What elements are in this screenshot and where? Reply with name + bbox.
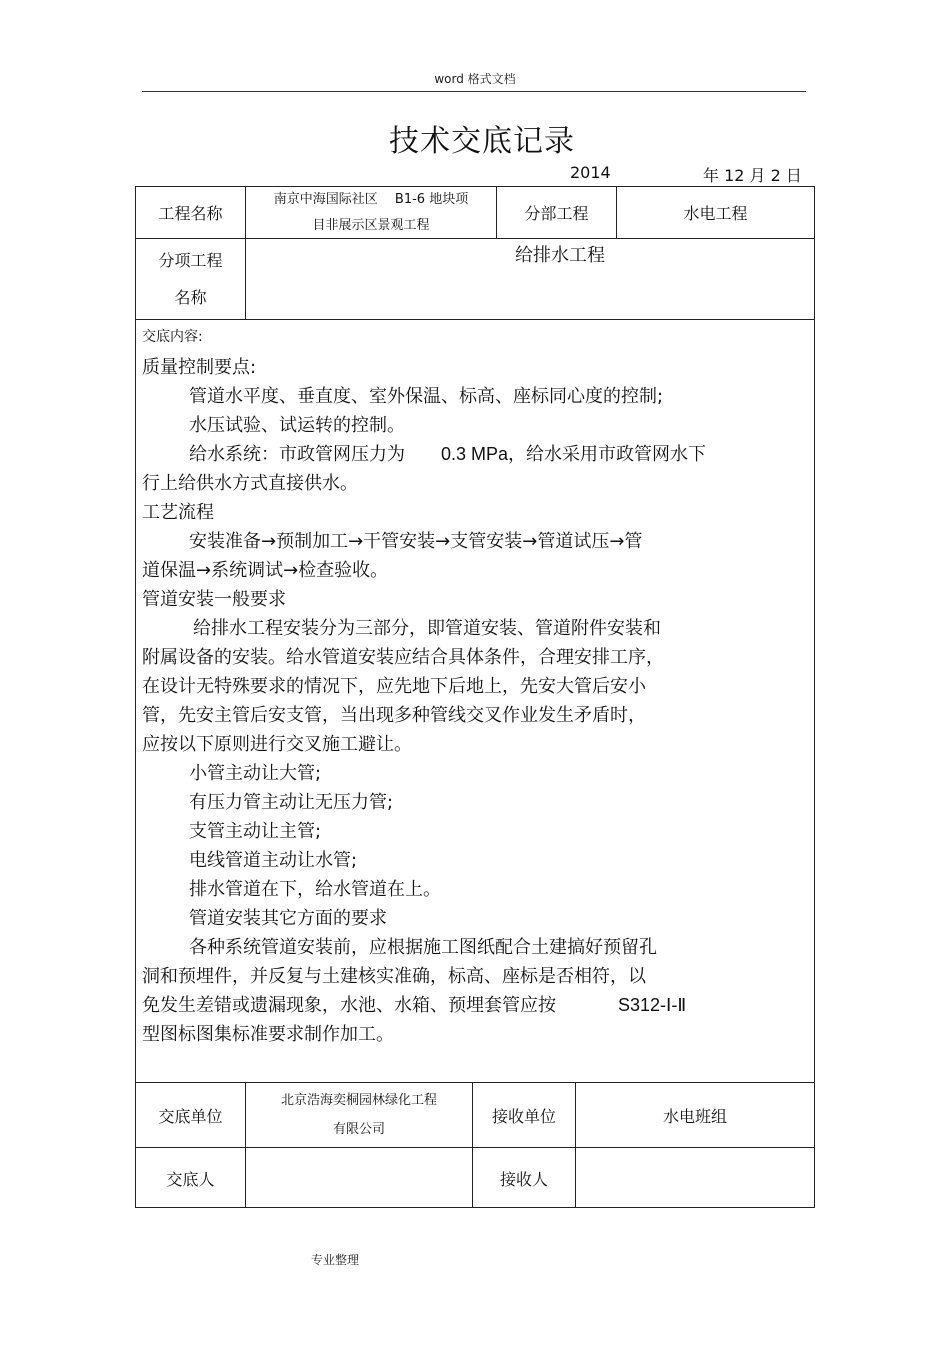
receiver-unit-label: 接收单位 <box>491 1106 556 1126</box>
receiver-value <box>576 1148 814 1208</box>
discloser-unit-line1: 北京浩海奕桐园林绿化工程 <box>280 1093 437 1108</box>
paragraph: 型图标图集标准要求制作加工。 <box>142 1024 394 1045</box>
supply-text-b: ，给水采用市政管网水下 <box>508 444 707 465</box>
paragraph: 在设计无特殊要求的情况下，应先地下后地上，先安大管后安小 <box>142 676 646 697</box>
other-text-a: 免发生差错或遗漏现象，水池、水箱、预埋套管应按 <box>142 995 556 1016</box>
other-heading: 管道安装其它方面的要求 <box>189 908 387 929</box>
discloser-value <box>246 1148 472 1208</box>
project-name-line2: 目非展示区景观工程 <box>312 217 430 233</box>
rule-item: 小管主动让大管; <box>189 763 322 784</box>
project-name-label: 工程名称 <box>158 204 223 223</box>
receiver-unit-value: 水电班组 <box>662 1106 727 1126</box>
page-footer: 专业整理 <box>311 1253 360 1267</box>
atlas-code: S312-Ⅰ-Ⅱ <box>618 995 687 1015</box>
item-name-value: 给排水工程 <box>515 245 605 266</box>
paragraph: 附属设备的安装。给水管道安装应结合具体条件，合理安排工序， <box>142 647 664 668</box>
project-name-line1: 南京中海国际社区 B1-6 地块项 <box>273 191 469 207</box>
paragraph: 各种系统管道安装前，应根据施工图纸配合土建搞好预留孔 <box>189 937 657 958</box>
page-header: word 格式文档 <box>434 72 516 86</box>
rule-item: 有压力管主动让无压力管; <box>189 792 394 813</box>
paragraph <box>142 440 807 469</box>
discloser-unit-label: 交底单位 <box>158 1106 223 1126</box>
rule-item: 电线管道主动让水管; <box>189 850 358 871</box>
discloser-unit-line2: 有限公司 <box>332 1122 385 1137</box>
discloser-label: 交底人 <box>166 1169 215 1189</box>
item-label-line1: 分项工程 <box>158 251 223 270</box>
rule-item: 排水管道在下，给水管道在上。 <box>189 879 441 900</box>
paragraph: 安装准备→预制加工→干管安装→支管安装→管道试压→管 <box>189 531 643 552</box>
quality-heading: 质量控制要点: <box>142 357 257 378</box>
disclosure-content <box>142 326 807 1049</box>
receiver-label: 接收人 <box>499 1169 548 1189</box>
item-name-label <box>136 239 245 319</box>
rule-item: 支管主动让主管; <box>189 821 322 842</box>
table-rule <box>136 319 814 320</box>
process-heading: 工艺流程 <box>142 502 214 523</box>
pressure-value: 0.3 MPa <box>441 444 509 464</box>
paragraph: 洞和预埋件，并反复与土建核实准确，标高、座标是否相符，以 <box>142 966 646 987</box>
paragraph: 道保温→系统调试→检查验收。 <box>142 560 389 581</box>
paragraph: 给排水工程安装分为三部分，即管道安装、管道附件安装和 <box>193 618 661 639</box>
date-month-day: 年 12 月 2 日 <box>703 166 802 185</box>
item-label-line2: 名称 <box>174 288 207 307</box>
header-divider <box>142 91 806 92</box>
paragraph: 管道水平度、垂直度、室外保温、标高、座标同心度的控制; <box>189 386 664 407</box>
paragraph <box>142 991 807 1020</box>
sub-project-value: 水电工程 <box>683 204 748 223</box>
paragraph: 行上给供水方式直接供水。 <box>142 473 358 494</box>
sub-project-label: 分部工程 <box>524 204 589 223</box>
project-name-value <box>246 187 496 238</box>
paragraph: 应按以下原则进行交叉施工避让。 <box>142 734 412 755</box>
discloser-unit-value <box>246 1083 472 1147</box>
paragraph: 水压试验、试运转的控制。 <box>189 415 405 436</box>
document-title: 技术交底记录 <box>389 124 575 159</box>
date-year: 2014 <box>570 163 611 182</box>
paragraph: 管，先安主管后安支管，当出现多种管线交叉作业发生矛盾时， <box>142 705 646 726</box>
content-label: 交底内容: <box>142 329 203 345</box>
general-heading: 管道安装一般要求 <box>142 589 286 610</box>
supply-text-a: 给水系统：市政管网压力为 <box>189 444 405 465</box>
